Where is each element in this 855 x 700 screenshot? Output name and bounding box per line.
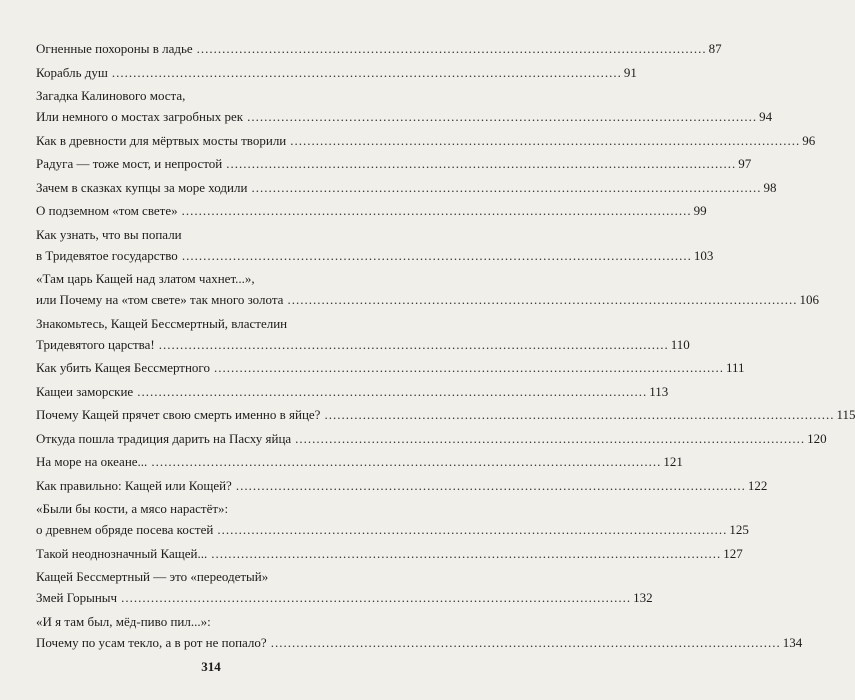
table-of-contents: [36, 38, 855, 653]
dot-leader: ........................................................................................................................: [295, 430, 806, 446]
dot-leader: ........................................................................................................................: [196, 41, 707, 56]
page-number: 314: [201, 659, 221, 674]
toc-entry-title-line: Тридевятого царства!: [36, 336, 155, 352]
toc-entry-title-line: Загадка Калинового моста,: [36, 88, 186, 103]
toc-entry-page: 120: [807, 430, 827, 446]
toc-entry-title-line: Как в древности для мёртвых мосты творили: [36, 132, 287, 148]
toc-entry-title-line: Как узнать, что вы попали: [36, 226, 182, 242]
toc-entry-title-line: Кащей Бессмертный — это «переодетый»: [36, 569, 269, 584]
toc-entry-page: 96: [802, 132, 816, 148]
toc-entry-row: [36, 130, 816, 151]
toc-entry-title-line: «Там царь Кащей над златом чахнет...»,: [36, 271, 255, 286]
toc-entry-title-line: в Тридевятое государство: [36, 247, 178, 263]
toc-entry-title-line: Или немного о мостах загробных рек: [36, 109, 244, 124]
toc-entry-title-line: «Были бы кости, а мясо нарастёт»:: [36, 501, 229, 516]
toc-entry-page: 110: [670, 336, 690, 352]
dot-leader: ........................................................................................................................: [251, 179, 762, 195]
toc-entry-title-line: Корабль душ: [36, 64, 108, 80]
dot-leader: ........................................................................................................................: [181, 203, 692, 218]
toc-entry-row: [36, 632, 803, 653]
dot-leader: ........................................................................................................................: [137, 383, 648, 399]
dot-leader: ........................................................................................................................: [287, 292, 798, 307]
toc-entry-row: [36, 200, 707, 221]
toc-entry: [36, 268, 819, 310]
toc-entry-row: [36, 106, 773, 127]
toc-entry-title-line: или Почему на «том свете» так много золота: [36, 292, 284, 307]
toc-entry-title-line: Огненные похороны в ладье: [36, 41, 193, 56]
toc-entry-page: 103: [693, 247, 714, 263]
toc-entry-row: [36, 62, 637, 83]
toc-entry-page: 87: [708, 41, 722, 56]
toc-entry-page: 97: [738, 156, 752, 171]
toc-entry-row: [36, 519, 749, 540]
toc-entry-title-line: Такой неоднозначный Кащей...: [36, 545, 208, 561]
toc-entry-title-line: Знакомьтесь, Кащей Бессмертный, властелин: [36, 315, 288, 331]
toc-entry-title-line: Змей Горыныч: [36, 590, 118, 605]
toc-entry-page: 94: [759, 109, 773, 124]
toc-entry-title-line: Откуда пошла традиция дарить на Пасху яйца: [36, 430, 292, 446]
toc-entry-page: 125: [729, 522, 749, 537]
toc-entry-row: [36, 245, 714, 266]
toc-entry: [36, 153, 752, 174]
toc-entry-row: [36, 404, 855, 425]
toc-entry-row: [36, 177, 777, 198]
dot-leader: ........................................................................................................................: [211, 545, 722, 561]
toc-entry-row: [36, 451, 683, 472]
toc-entry: [36, 381, 669, 402]
toc-entry: [36, 498, 749, 540]
toc-entry: [36, 130, 816, 151]
dot-leader: ........................................................................................................................: [235, 477, 746, 493]
toc-entry-title-line: «И я там был, мёд-пиво пил...»:: [36, 613, 211, 629]
toc-entry: [36, 428, 827, 449]
toc-entry: [36, 200, 707, 221]
toc-entry: [36, 85, 773, 127]
toc-entry-page: 111: [725, 360, 745, 375]
dot-leader: ........................................................................................................................: [111, 64, 622, 80]
toc-entry-title-line: Зачем в сказках купцы за море ходили: [36, 179, 248, 195]
toc-entry-page: 113: [649, 383, 669, 399]
toc-entry: [36, 177, 777, 198]
toc-entry: [36, 543, 743, 564]
toc-entry-row: [36, 381, 669, 402]
dot-leader: ........................................................................................................................: [151, 454, 662, 469]
toc-entry-page: 98: [763, 179, 777, 195]
toc-entry-title-line: На море на океане...: [36, 454, 148, 469]
dot-leader: ........................................................................................................................: [290, 132, 801, 148]
toc-entry-page: 122: [747, 477, 768, 493]
dot-leader: ........................................................................................................................: [247, 109, 758, 124]
toc-entry: [36, 475, 768, 496]
dot-leader: ........................................................................................................................: [217, 522, 728, 537]
toc-entry: [36, 611, 803, 653]
toc-entry-title-line: о древнем обряде посева костей: [36, 522, 214, 537]
toc-entry-row: [36, 334, 690, 355]
toc-entry-title-line: Кащеи заморские: [36, 383, 134, 399]
toc-entry-page: 134: [782, 634, 803, 650]
dot-leader: ........................................................................................................................: [324, 407, 835, 422]
toc-entry-row: [36, 289, 819, 310]
toc-entry-page: 121: [663, 454, 683, 469]
toc-entry-row: [36, 587, 653, 608]
toc-entry-row: [36, 357, 745, 378]
dot-leader: ........................................................................................................................: [213, 360, 724, 375]
dot-leader: ........................................................................................................................: [226, 156, 737, 171]
toc-entry-title-line: О подземном «том свете»: [36, 203, 178, 218]
toc-entry-page: 106: [799, 292, 819, 307]
dot-leader: ........................................................................................................................: [158, 336, 669, 352]
toc-entry: [36, 357, 745, 378]
toc-entry-row: [36, 428, 827, 449]
toc-entry: [36, 451, 683, 472]
toc-entry: [36, 566, 653, 608]
toc-entry-title-line: Как убить Кащея Бессмертного: [36, 360, 210, 375]
toc-entry-page: 127: [723, 545, 743, 561]
dot-leader: ........................................................................................................................: [270, 634, 781, 650]
toc-entry-row: [36, 475, 768, 496]
toc-entry-row: [36, 543, 743, 564]
toc-entry: [36, 404, 855, 425]
toc-entry-row: [36, 153, 752, 174]
toc-entry-title-line: Почему Кащей прячет свою смерть именно в яйце?: [36, 407, 321, 422]
toc-entry-page: 115: [836, 407, 855, 422]
toc-entry-title-line: Почему по усам текло, а в рот не попало?: [36, 634, 267, 650]
toc-entry: [36, 313, 690, 355]
toc-entry-page: 99: [693, 203, 707, 218]
dot-leader: ........................................................................................................................: [181, 247, 692, 263]
toc-entry-page: 132: [633, 590, 653, 605]
toc-entry: [36, 38, 722, 59]
toc-entry-title-line: Радуга — тоже мост, и непростой: [36, 156, 223, 171]
toc-entry: [36, 224, 714, 266]
toc-entry-title-line: Как правильно: Кащей или Кощей?: [36, 477, 232, 493]
toc-entry-row: [36, 38, 722, 59]
toc-entry-page: 91: [623, 64, 637, 80]
dot-leader: ........................................................................................................................: [121, 590, 632, 605]
toc-entry: [36, 62, 637, 83]
